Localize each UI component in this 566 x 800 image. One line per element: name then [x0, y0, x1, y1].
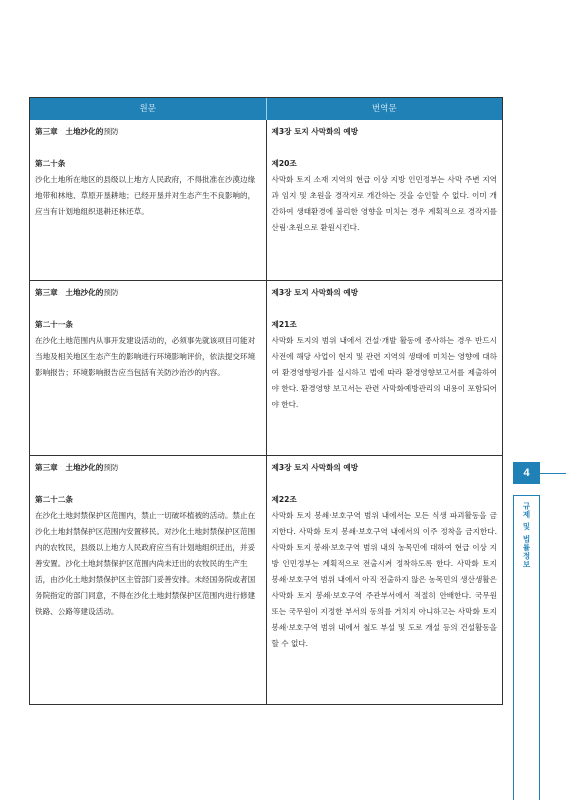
zh-article-title: 第二十一条 [35, 320, 73, 329]
zh-chapter-title-main: 第三章 土地沙化的 [35, 288, 104, 297]
ko-chapter-title: 제3장 토지 사막화의 예방 [271, 127, 359, 136]
ko-chapter-title: 제3장 토지 사막화의 예방 [271, 288, 359, 297]
zh-chapter-title [35, 285, 261, 301]
ko-article-text: 사막화 토지 봉쇄·보호구역 범위 내에서는 모든 식생 파괴활동을 금지한다. 사막화 토지 봉쇄·보호구역 내에서의 이주 정착을 금지한다. 사막화 토지 봉쇄·보호구역 범위 내의 농목민에 대하여 현급 이상 지방 인민정부는 계획적으로 전출시켜 정착하도록 한다. 사막화 토지 봉쇄·보호구역 범위 내에서 아직 전출하지 않은 농목민의 생산생활은 사막화 토지 봉쇄·보호구역 주관부서에서 적절히 안배한다. 국무원 또는 국무원이 지정한 부서의 동의를 거치지 아니하고는 사막화 토지 봉쇄·보호구역 범위 내에서 철도 부설 및 도로 개설 등의 건설활동을 할 수 없다. [271, 511, 497, 648]
zh-chapter-title-tail: 预防 [103, 463, 119, 472]
zh-article-title: 第二十条 [35, 159, 66, 168]
zh-chapter-title-tail: 预防 [103, 288, 119, 297]
law-comparison-table [29, 97, 503, 705]
ko-article-title: 제21조 [271, 320, 297, 329]
original-cell [30, 120, 267, 280]
zh-chapter-title-main: 第三章 土地沙化的 [35, 463, 104, 472]
zh-chapter-title [35, 460, 261, 476]
zh-article-text: 在沙化土地范围内从事开发建设活动的，必须事先就该项目可能对当地及相关地区生态产生的影响进行环境影响评价，依法提交环境影响报告；环境影响报告应当包括有关防沙治沙的内容。 [35, 336, 256, 377]
header-original: 원문 [30, 98, 267, 120]
table-row [30, 120, 502, 280]
ko-article-title: 제22조 [271, 495, 297, 504]
zh-article-text: 沙化土地所在地区的县级以上地方人民政府，不得批准在沙漠边缘地带和林地、草原开垦耕地；已经开垦并对生态产生不良影响的，应当有计划地组织退耕还林还草。 [35, 175, 256, 216]
ko-article-text: 사막화 토지의 범위 내에서 건설·개발 활동에 종사하는 경우 반드시 사전에 해당 사업이 현지 및 관련 지역의 생태에 미치는 영향에 대하여 환경영향평가를 실시하고 법에 따라 환경영향보고서를 제출하여야 한다. 환경영향 보고서는 관련 사막화예방관리의 내용이 포함되어야 한다. [271, 336, 497, 409]
zh-chapter-title [35, 124, 261, 140]
zh-article-text: 在沙化土地封禁保护区范围内，禁止一切破坏植被的活动。禁止在沙化土地封禁保护区范围内安置移民。对沙化土地封禁保护区范围内的农牧民，县级以上地方人民政府应当有计划地组织迁出，并妥善安置。沙化土地封禁保护区范围内尚未迁出的农牧民的生产生活，由沙化土地封禁保护区主管部门妥善安排。未经国务院或者国务院指定的部门同意，不得在沙化土地封禁保护区范围内进行修建铁路、公路等建设活动。 [35, 511, 256, 616]
translation-cell [267, 281, 503, 455]
table-row [30, 280, 502, 455]
side-section-label: 규제 및 법률정보 [522, 502, 531, 569]
original-cell [30, 281, 267, 455]
zh-article-title: 第二十二条 [35, 495, 73, 504]
table-row [30, 455, 502, 704]
ko-article-text: 사막화 토지 소재 지역의 현급 이상 지방 인민정부는 사막 주변 지역과 임지 및 초원을 경작지로 개간하는 것을 승인할 수 없다. 이미 개간하여 생태환경에 불리한 영향을 미치는 경우 계획적으로 경작지를 산림·초원으로 환원시킨다. [271, 175, 497, 232]
ko-article-title: 제20조 [271, 159, 297, 168]
ko-chapter-title: 제3장 토지 사막화의 예방 [271, 463, 359, 472]
table-header [30, 98, 502, 120]
chapter-tab-rule [540, 473, 566, 474]
zh-chapter-title-main: 第三章 土地沙化的 [35, 127, 104, 136]
original-cell [30, 456, 267, 704]
header-translation: 번역문 [371, 104, 397, 114]
chapter-number-tab: 4 [513, 462, 540, 484]
translation-cell [267, 456, 503, 704]
translation-cell [267, 120, 503, 280]
side-section-frame [513, 495, 540, 800]
zh-chapter-title-tail: 预防 [103, 127, 119, 136]
